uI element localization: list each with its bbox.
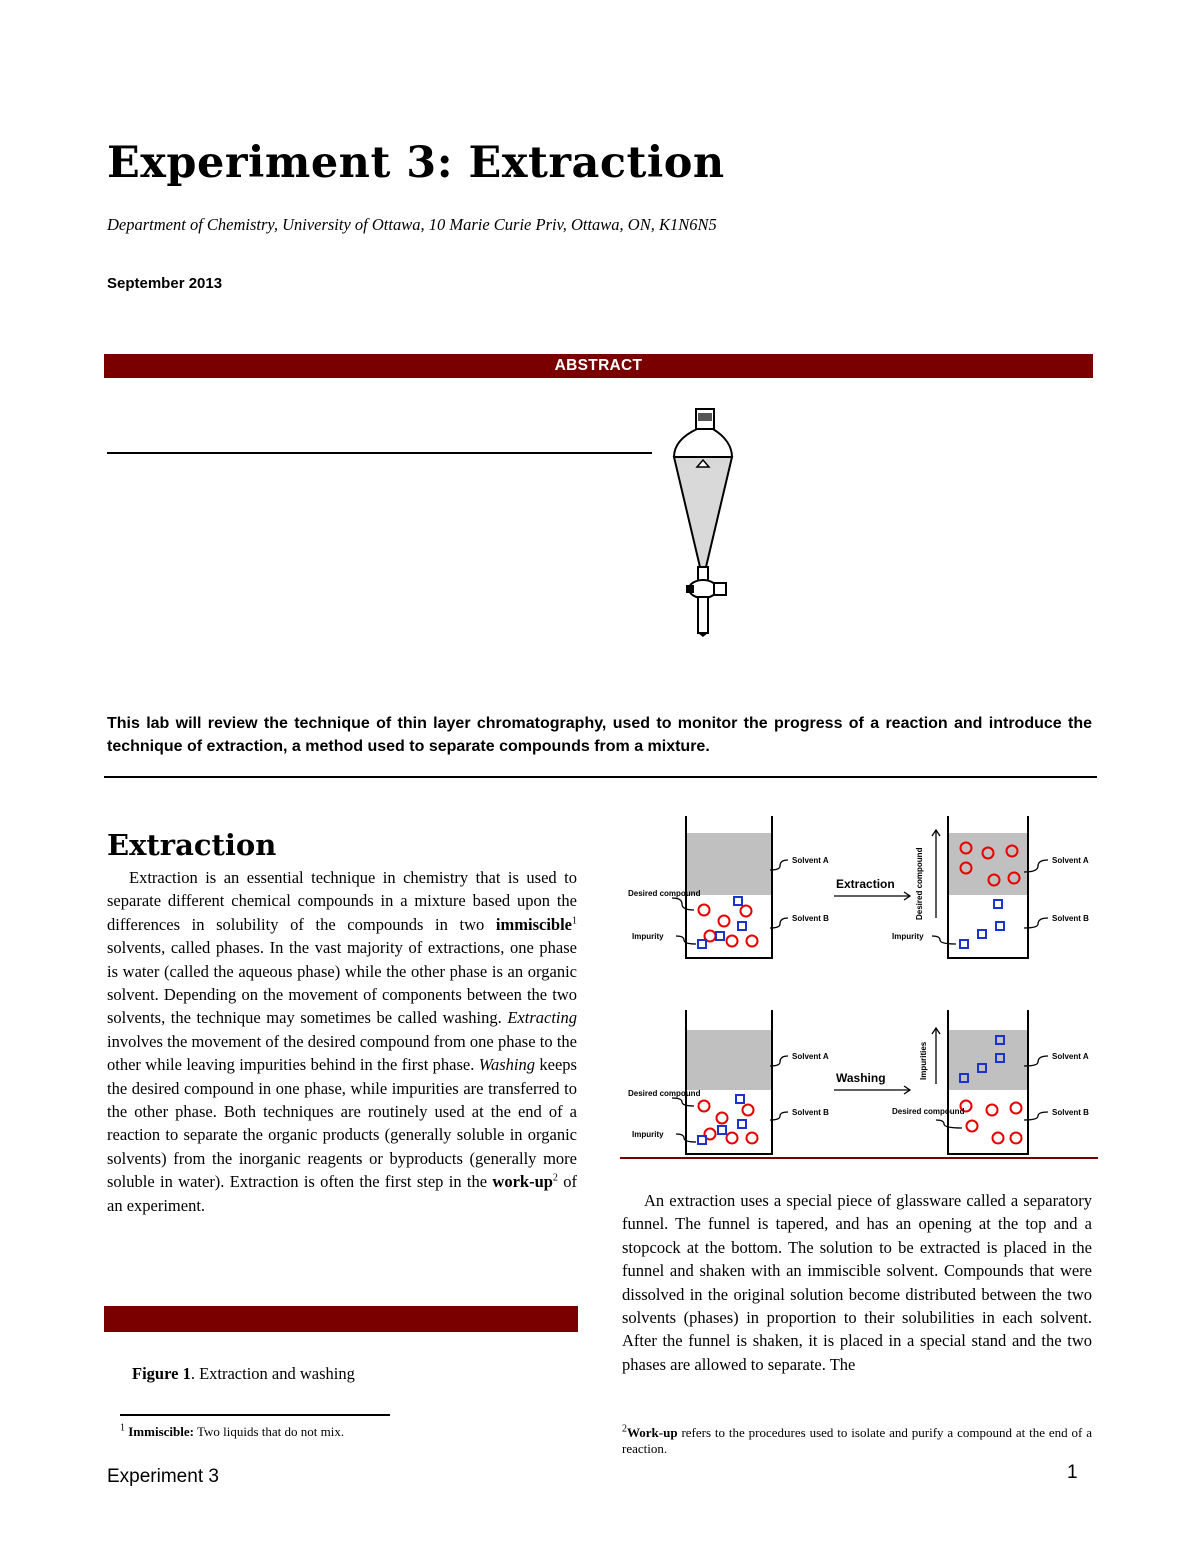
paragraph-segment: Extraction is an essential technique in chemistry that is used to separate different chemical compounds in a mixture based upon the differences in solubility of the compounds in two: [107, 868, 577, 934]
label-solvent-b: Solvent B: [1052, 1108, 1089, 1117]
page-title: Experiment 3: Extraction: [107, 138, 725, 188]
beaker-extraction-after: [948, 816, 1028, 958]
label-solvent-a: Solvent A: [1052, 856, 1089, 865]
label-desired-compound-vertical: Desired compound: [915, 847, 924, 920]
figure-caption-label: Figure 1: [132, 1364, 191, 1383]
footnote-1-term: Immiscible:: [128, 1424, 194, 1439]
label-impurity: Impurity: [892, 932, 924, 941]
horizontal-rule: [107, 452, 652, 454]
footnote-1-text: Two liquids that do not mix.: [193, 1424, 345, 1439]
paragraph-separatory-funnel: An extraction uses a special piece of glassware called a separatory funnel. The funnel is tapered, and has an opening at the top and a stopcock at the bottom. The solution to be extracted is placed in the funnel and shaken with an immiscible solvent. Compounds that were dissolved in the original solution become distributed between the two solvents (phases) in proportion to their solubilities in each solvent. After the funnel is shaken, it is placed in a special stand and the two phases are allowed to separate. The: [622, 1191, 1092, 1374]
figure-caption-text: . Extraction and washing: [190, 1364, 355, 1383]
label-washing: Washing: [836, 1071, 886, 1085]
label-solvent-a: Solvent A: [792, 856, 829, 865]
affiliation: Department of Chemistry, University of Ottawa, 10 Marie Curie Priv, Ottawa, ON, K1N6N5: [107, 215, 717, 234]
abstract-heading-bar: ABSTRACT: [104, 354, 1093, 378]
footnote-1-number: 1: [120, 1422, 125, 1434]
footnote-rule: [120, 1414, 390, 1416]
figure-rule: [620, 1157, 1098, 1159]
abstract-text: This lab will review the technique of thin layer chromatography, used to monitor the progress of a reaction and introduce the technique of extraction, a method used to separate compounds from a mixture.: [107, 715, 1092, 755]
body-text-left: [107, 866, 577, 1217]
paragraph-segment: immiscible: [495, 914, 572, 934]
label-solvent-b: Solvent B: [1052, 914, 1089, 923]
beaker-washing-after: [948, 1010, 1028, 1154]
section-divider: [104, 776, 1097, 778]
paragraph-segment: work-up: [492, 1172, 553, 1192]
paragraph-segment: involves the movement of the desired compound from one phase to the other while leaving impurities behind in the first phase.: [107, 1031, 577, 1075]
label-desired-compound: Desired compound: [628, 1089, 701, 1098]
footnote-2: [622, 1425, 1092, 1457]
figure-caption: [132, 1364, 355, 1384]
paragraph-segment: Extracting: [507, 1008, 577, 1028]
label-solvent-b: Solvent B: [792, 914, 829, 923]
label-solvent-a: Solvent A: [1052, 1052, 1089, 1061]
label-solvent-b: Solvent B: [792, 1108, 829, 1117]
decorative-red-bar: [104, 1306, 578, 1332]
paragraph-segment: 2: [552, 1172, 558, 1184]
beaker-washing-before: [686, 1010, 772, 1154]
paragraph-segment: Washing: [478, 1055, 536, 1075]
paragraph-segment: keeps the desired compound in one phase, while impurities are transferred to the other phase. Both techniques are routinely used at the end of a reaction to separate the organic products (generally soluble in organic solvents) from the inorganic reagents or byproducts (generally more soluble in water). Extraction is often the first step in the: [107, 1055, 577, 1192]
footnote-1: [120, 1424, 344, 1440]
footnote-2-number: 2: [622, 1423, 627, 1435]
paragraph-extraction-intro: [107, 866, 577, 1217]
body-text-right: [622, 1189, 1092, 1376]
label-impurity: Impurity: [632, 1130, 664, 1139]
label-extraction: Extraction: [836, 877, 895, 891]
footnote-2-text: refers to the procedures used to isolate and purify a compound at the end of a reaction.: [622, 1425, 1092, 1456]
label-desired-compound: Desired compound: [892, 1107, 965, 1116]
extraction-washing-diagram: [620, 808, 1100, 1158]
label-desired-compound: Desired compound: [628, 889, 701, 898]
page-number: 1: [1067, 1462, 1078, 1483]
label-solvent-a: Solvent A: [792, 1052, 829, 1061]
footer-running-title: Experiment 3: [107, 1466, 219, 1487]
date: September 2013: [107, 275, 223, 292]
footnote-2-term: Work-up: [627, 1425, 678, 1440]
separatory-funnel-icon: [650, 405, 760, 645]
section-heading: Extraction: [107, 828, 277, 862]
label-impurities-vertical: Impurities: [919, 1041, 928, 1080]
paragraph-segment: 1: [572, 915, 577, 927]
beaker-extraction-before: [686, 816, 772, 958]
label-impurity: Impurity: [632, 932, 664, 941]
paragraph-segment: solvents, called phases. In the vast majority of extractions, one phase is water (called the aqueous phase) while the other phase is an organic solvent. Depending on the movement of components between the two solvents, the technique may sometimes be called washing.: [107, 938, 577, 1028]
paragraph-segment: of an experiment.: [107, 1172, 578, 1215]
